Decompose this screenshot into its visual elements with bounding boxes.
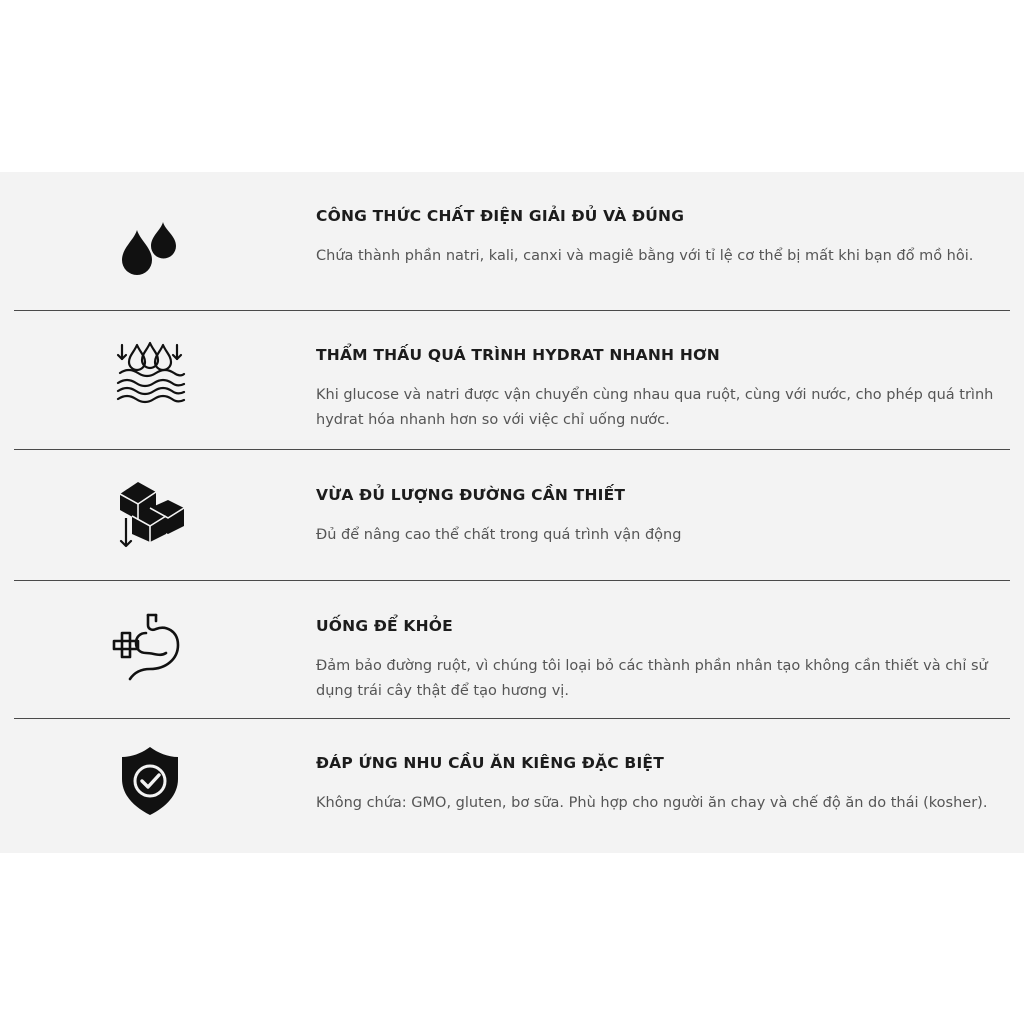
feature-title: UỐNG ĐỂ KHỎE: [316, 617, 453, 635]
shield-check-icon: [110, 741, 190, 821]
feature-title: VỪA ĐỦ LƯỢNG ĐƯỜNG CẦN THIẾT: [316, 486, 626, 504]
feature-row-sugar: [0, 450, 1024, 580]
sugar-cubes-icon: [110, 474, 190, 554]
feature-row-hydration: [0, 311, 1024, 449]
feature-title: CÔNG THỨC CHẤT ĐIỆN GIẢI ĐỦ VÀ ĐÚNG: [316, 207, 685, 225]
feature-description: Đủ để nâng cao thể chất trong quá trình vận động: [316, 527, 682, 543]
water-drops-icon: [110, 196, 190, 276]
feature-description: Đảm bảo đường ruột, vì chúng tôi loại bỏ các thành phần nhân tạo không cần thiết và chỉ sử dụng trái cây thật để tạo hương vị.: [316, 658, 988, 699]
hydration-absorption-icon: [110, 333, 190, 413]
features-panel: [0, 172, 1024, 853]
feature-row-gut-health: [0, 581, 1024, 718]
feature-row-electrolytes: [0, 172, 1024, 310]
feature-description: Không chứa: GMO, gluten, bơ sữa. Phù hợp cho người ăn chay và chế độ ăn do thái (kosher).: [316, 795, 988, 811]
gut-health-icon: [110, 603, 190, 683]
feature-row-diet: [0, 719, 1024, 853]
feature-description: Chứa thành phần natri, kali, canxi và magiê bằng với tỉ lệ cơ thể bị mất khi bạn đổ mồ hôi.: [316, 248, 974, 264]
feature-description: Khi glucose và natri được vận chuyển cùng nhau qua ruột, cùng với nước, cho phép quá trình hydrat hóa nhanh hơn so với việc chỉ uống nước.: [316, 387, 994, 428]
feature-title: ĐÁP ỨNG NHU CẦU ĂN KIÊNG ĐẶC BIỆT: [316, 754, 664, 772]
feature-title: THẨM THẤU QUÁ TRÌNH HYDRAT NHANH HƠN: [316, 346, 720, 364]
